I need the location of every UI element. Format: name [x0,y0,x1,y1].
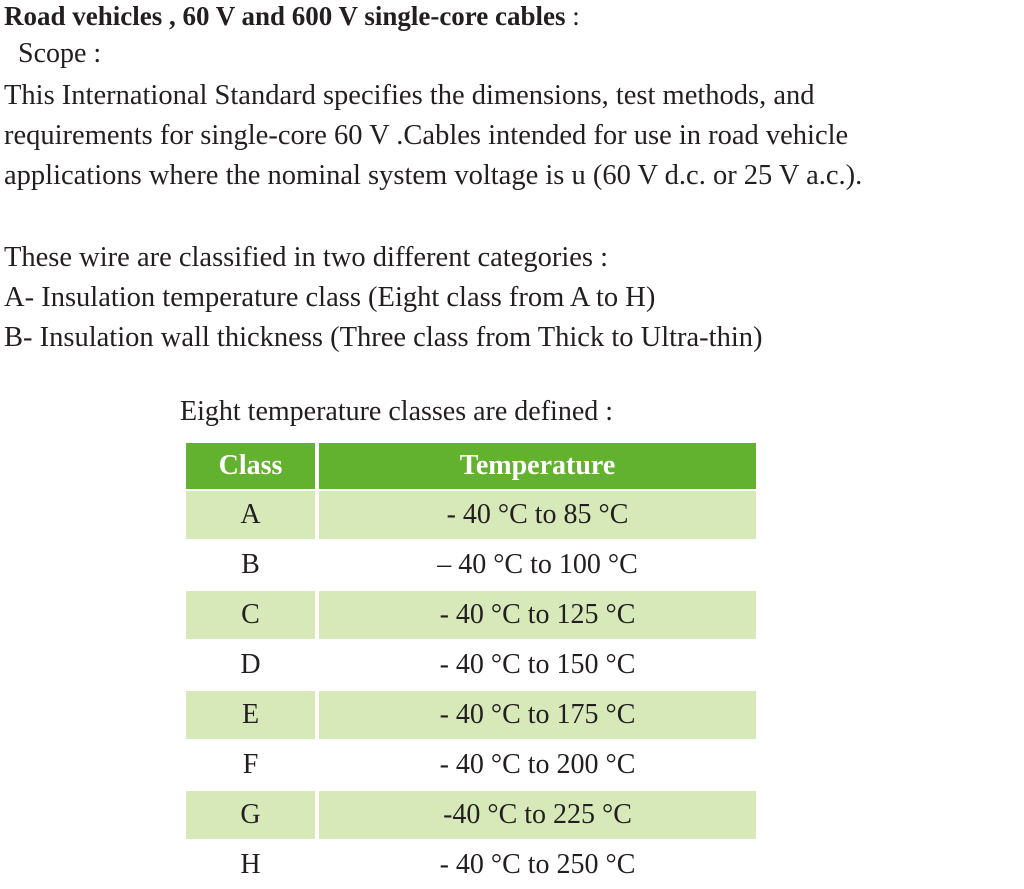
temperature-cell: - 40 °C to 125 °C [317,590,756,640]
table-row [186,540,756,590]
scope-paragraph [4,76,862,196]
class-cell: D [186,640,317,690]
document-title [4,0,580,32]
scope-line-3: applications where the nominal system voltage is u (60 V d.c. or 25 V a.c.). [4,160,863,191]
scope-label: Scope : [18,38,102,69]
table-row [186,740,756,790]
class-cell: G [186,790,317,840]
table-row [186,790,756,840]
scope-line-2: requirements for single-core 60 V .Cables intended for use in road vehicle [4,120,849,151]
class-cell: H [186,840,317,889]
class-cell: C [186,590,317,640]
class-cell: E [186,690,317,740]
temperature-cell: - 40 °C to 150 °C [317,640,756,690]
temperature-class-table [186,443,756,889]
categories-paragraph [4,238,763,358]
class-cell: F [186,740,317,790]
scope-line-1: This International Standard specifies the dimensions, test methods, and [4,80,815,111]
table-row [186,690,756,740]
category-a: A- Insulation temperature class (Eight class from A to H) [4,282,656,313]
table-row [186,490,756,540]
class-cell: A [186,490,317,540]
temperature-cell: -40 °C to 225 °C [317,790,756,840]
temperature-cell: - 40 °C to 250 °C [317,840,756,889]
document-title-text: Road vehicles , 60 V and 600 V single-core cables [4,1,566,31]
table-row [186,640,756,690]
table-header-row [186,443,756,490]
temperature-cell: - 40 °C to 85 °C [317,490,756,540]
temperature-cell: - 40 °C to 200 °C [317,740,756,790]
temperature-cell: – 40 °C to 100 °C [317,540,756,590]
header-temperature: Temperature [317,443,756,490]
temperature-cell: - 40 °C to 175 °C [317,690,756,740]
table-row [186,840,756,889]
table-caption: Eight temperature classes are defined : [180,396,614,427]
categories-intro: These wire are classified in two different categories : [4,242,609,273]
header-class: Class [186,443,317,490]
class-cell: B [186,540,317,590]
table-row [186,590,756,640]
document-title-colon: : [565,1,580,31]
category-b: B- Insulation wall thickness (Three class from Thick to Ultra-thin) [4,322,763,353]
